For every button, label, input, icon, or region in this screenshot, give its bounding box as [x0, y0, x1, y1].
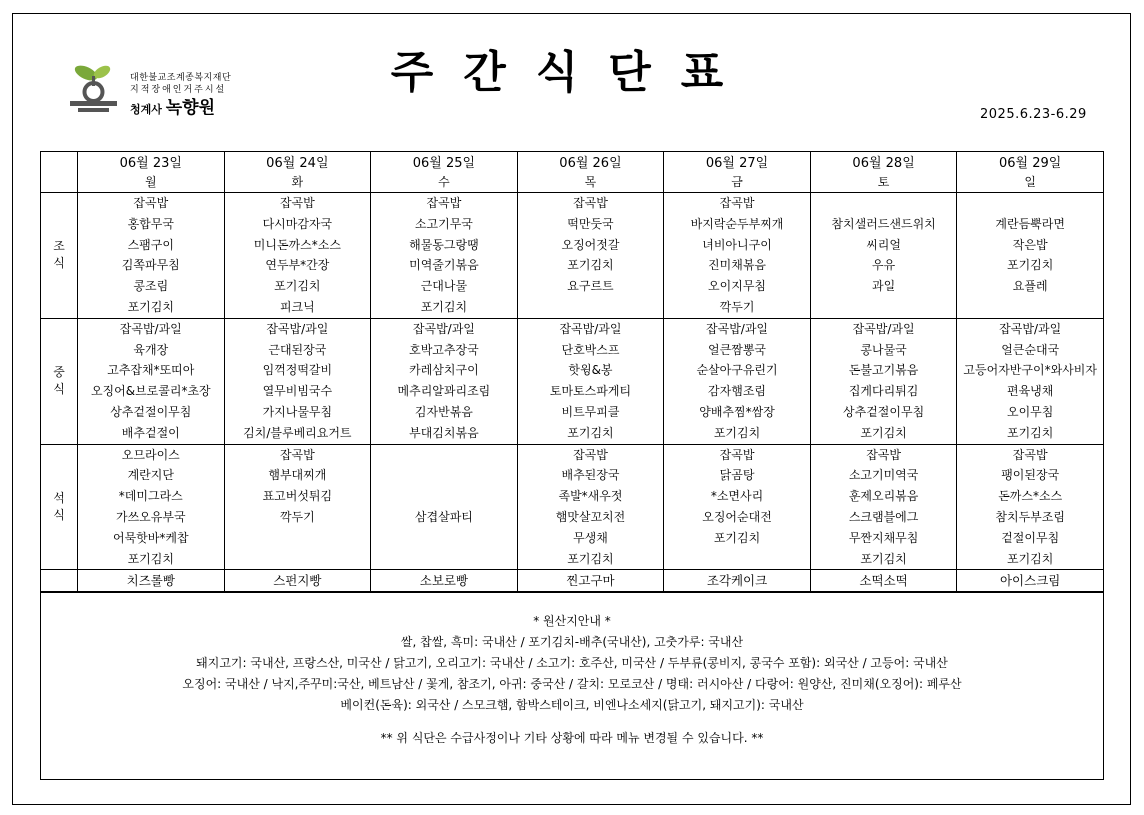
menu-item: 편육냉채	[1007, 384, 1054, 399]
menu-item: 상추겉절이무침	[110, 404, 192, 419]
menu-item: 피크닉	[279, 299, 315, 314]
menu-item: 잡곡밥	[1012, 447, 1048, 462]
menu-cell	[957, 318, 1104, 444]
menu-item	[957, 193, 1103, 214]
menu-item: 집게다리튀김	[848, 384, 919, 399]
notice-line: 쌀, 찹쌀, 흑미: 국내산 / 포기김치-배추(국내산), 고춧가루: 국내산	[400, 635, 744, 649]
menu-item: *소면사리	[710, 489, 764, 504]
snack-item: 소떡소떡	[810, 570, 957, 592]
day-header	[78, 152, 225, 193]
menu-item: 육개장	[133, 342, 169, 357]
meal-label: 조 식	[41, 193, 78, 319]
menu-item	[371, 486, 517, 507]
menu-cell	[371, 318, 518, 444]
day-header	[371, 152, 518, 193]
menu-item: 잡곡밥/과일	[119, 321, 182, 336]
menu-item: 돈까스*소스	[998, 489, 1063, 504]
day-weekday: 월	[144, 175, 157, 189]
menu-item: 잡곡밥	[573, 447, 608, 462]
day-weekday: 금	[731, 175, 743, 189]
menu-cell	[664, 318, 811, 444]
menu-item: 과일	[872, 279, 896, 294]
day-date: 06월 26일	[559, 156, 622, 171]
day-weekday: 토	[877, 175, 890, 189]
menu-item: 참치샐러드샌드위치	[831, 216, 936, 231]
menu-item: 김자반볶음	[414, 404, 473, 419]
menu-item: 김쪽파무침	[121, 258, 180, 273]
menu-item: 떡만둣국	[567, 216, 614, 231]
menu-item: 돈불고기볶음	[848, 363, 919, 378]
menu-item	[371, 465, 517, 486]
menu-item: 잡곡밥/과일	[559, 321, 622, 336]
menu-cell	[224, 193, 371, 319]
menu-item: 순살아구유린기	[696, 363, 778, 378]
day-header	[810, 152, 957, 193]
menu-item: 무생채	[573, 530, 608, 545]
menu-item: 연두부*간장	[265, 258, 330, 273]
menu-item: 배추겉절이	[121, 425, 180, 440]
menu-item: 감자햄조림	[708, 384, 767, 399]
menu-cell	[810, 318, 957, 444]
corner-cell	[41, 152, 78, 193]
menu-item: 삼겹살파티	[414, 509, 473, 524]
menu-item: 가지나물무침	[262, 404, 333, 419]
menu-item	[225, 549, 371, 570]
menu-item: 햄맛살꼬치전	[555, 509, 626, 524]
header-row	[41, 152, 1104, 193]
menu-item: 비트무피클	[561, 404, 620, 419]
meal-row	[41, 193, 1104, 319]
menu-item: 바지락순두부찌개	[690, 216, 784, 231]
snack-item: 아이스크림	[957, 570, 1104, 592]
notice-line: 오징어: 국내산 / 낙지,주꾸미:국산, 베트남산 / 꽃게, 참조기, 아귀: 중국산 / 갈치: 모로코산 / 명태: 러시아산 / 다랑어: 원양산, 진미채(오징어): 페루산	[182, 677, 962, 691]
menu-item: 잡곡밥/과일	[852, 321, 915, 336]
date-range: 2025.6.23-6.29	[980, 107, 1087, 122]
menu-item: 포기김치	[274, 279, 321, 294]
menu-item: 작은밥	[1012, 237, 1048, 252]
menu-item: 열무비빔국수	[262, 384, 333, 399]
menu-item: 고추잡채*또띠아	[107, 363, 195, 378]
menu-item: 오징어젓갈	[561, 237, 620, 252]
day-date: 06월 25일	[412, 156, 476, 171]
menu-cell	[517, 444, 664, 570]
menu-item: 단호박스프	[561, 342, 620, 357]
day-weekday: 수	[438, 175, 450, 189]
menu-item: 홍합무국	[127, 216, 174, 231]
menu-item	[371, 549, 517, 570]
menu-item: 포기김치	[860, 425, 907, 440]
snack-item: 소보로빵	[371, 570, 518, 592]
menu-item: 잡곡밥/과일	[706, 321, 769, 336]
day-header	[957, 152, 1104, 193]
menu-item: 오이무침	[1007, 404, 1054, 419]
menu-item: 무짠지채무침	[848, 530, 919, 545]
menu-item: 포기김치	[1007, 258, 1054, 273]
day-header	[664, 152, 811, 193]
menu-item: 닭곰탕	[719, 468, 755, 483]
page-title: 주간식단표	[390, 47, 754, 98]
menu-item: 깍두기	[279, 509, 315, 524]
menu-item: 잡곡밥	[426, 196, 462, 210]
notice-heading: * 원산지안내 *	[533, 614, 611, 628]
menu-item: 얼큰순대국	[1001, 342, 1060, 357]
snack-label-cell	[41, 570, 78, 592]
menu-cell	[957, 444, 1104, 570]
snack-item: 스펀지빵	[224, 570, 371, 592]
menu-item: 포기김치	[1007, 425, 1054, 440]
menu-item: 카레삼치구이	[409, 363, 479, 378]
menu-item: 포기김치	[860, 551, 907, 566]
menu-item: 임꺽정떡갈비	[262, 363, 333, 378]
snack-row	[41, 570, 1104, 592]
snack-item: 찐고구마	[517, 570, 664, 592]
menu-item: 계란지단	[127, 468, 174, 483]
menu-item: 잡곡밥	[719, 447, 755, 462]
menu-item: 참치두부조림	[995, 509, 1065, 524]
snack-item: 치즈롤빵	[78, 570, 225, 592]
day-weekday: 목	[584, 175, 597, 189]
menu-item: 표고버섯튀김	[262, 489, 333, 504]
day-weekday: 화	[291, 175, 304, 189]
menu-item: 상추겉절이무침	[843, 404, 925, 419]
meal-row	[41, 318, 1104, 444]
menu-item: 팽이된장국	[1001, 468, 1060, 483]
menu-cell	[810, 444, 957, 570]
menu-item: 양배추찜*쌈장	[699, 404, 775, 419]
menu-item: 포기김치	[1007, 551, 1054, 566]
menu-item	[225, 528, 371, 549]
menu-item: 훈제오리볶음	[848, 489, 919, 504]
menu-item: 포기김치	[567, 425, 614, 440]
origin-notice	[40, 592, 1104, 780]
menu-item: 잡곡밥/과일	[412, 321, 475, 336]
menu-item: 녀비아니구이	[702, 237, 772, 252]
menu-item: 오징어순대전	[702, 509, 772, 524]
day-date: 06월 23일	[119, 156, 182, 171]
menu-item: 포기김치	[127, 299, 174, 314]
menu-item: 겉절이무침	[1001, 530, 1060, 545]
meal-label: 중 식	[41, 318, 78, 444]
menu-cell	[224, 318, 371, 444]
snack-item: 조각케이크	[664, 570, 811, 592]
menu-item: 메추리알꽈리조림	[397, 384, 491, 399]
menu-item	[371, 445, 517, 466]
menu-item	[518, 297, 664, 318]
meal-row	[41, 444, 1104, 570]
menu-item	[371, 528, 517, 549]
menu-item: 소고기미역국	[848, 468, 919, 483]
menu-item: 계란듬뿍라면	[995, 216, 1065, 231]
menu-item: 잡곡밥	[279, 447, 315, 462]
notice-line: 베이컨(돈육): 외국산 / 스모크햄, 함박스테이크, 비엔나소세지(닭고기, 돼지고기): 국내산	[340, 698, 804, 712]
menu-table	[40, 151, 1104, 592]
menu-item: 호박고추장국	[409, 342, 479, 357]
menu-item: 토마토스파게티	[549, 384, 632, 399]
menu-cell	[371, 193, 518, 319]
day-weekday: 일	[1024, 175, 1036, 189]
menu-item: 포기김치	[713, 530, 761, 545]
menu-item: 잡곡밥/과일	[999, 321, 1062, 336]
menu-item: 잡곡밥	[719, 196, 755, 210]
day-date: 06월 28일	[852, 156, 915, 171]
menu-item: 얼큰짬뽕국	[708, 342, 767, 357]
menu-item: 햄부대찌개	[268, 468, 327, 483]
menu-item: *데미그라스	[118, 489, 183, 504]
menu-item	[957, 297, 1103, 318]
menu-cell	[957, 193, 1104, 319]
menu-item: 잡곡밥/과일	[266, 321, 329, 336]
day-date: 06월 29일	[999, 156, 1062, 171]
menu-cell	[78, 318, 225, 444]
menu-item: 잡곡밥	[866, 447, 901, 462]
menu-item: 고등어자반구이*와사비자	[963, 363, 1097, 378]
menu-cell	[664, 444, 811, 570]
menu-item	[811, 193, 957, 214]
menu-item: 진미채볶음	[708, 258, 767, 273]
menu-item: 배추된장국	[561, 468, 620, 483]
menu-cell	[78, 444, 225, 570]
menu-item: 포기김치	[420, 299, 468, 314]
day-date: 06월 24일	[266, 156, 329, 171]
menu-item: 오므라이스	[121, 447, 180, 462]
menu-item: 어묵핫바*케찹	[113, 530, 189, 545]
menu-item: 우유	[872, 258, 896, 273]
menu-item: 해물동그랑땡	[409, 237, 479, 252]
menu-item: 족발*새우젓	[558, 489, 623, 504]
org-foundation: 대한불교조계종복지재단	[130, 73, 232, 83]
menu-cell	[78, 193, 225, 319]
menu-item: 잡곡밥	[279, 196, 315, 210]
notice-line: 돼지고기: 국내산, 프랑스산, 미국산 / 닭고기, 오리고기: 국내산 / 소고기: 호주산, 미국산 / 두부류(콩비지, 콩국수 포함): 외국산 / 고등어: 국내산	[196, 656, 948, 670]
menu-item: 미니돈까스*소스	[253, 237, 341, 252]
menu-item	[664, 549, 810, 570]
menu-item: 다시마감자국	[262, 216, 333, 231]
menu-item: 포기김치	[567, 551, 614, 566]
menu-item: 요플레	[1012, 279, 1048, 294]
org-facility-type: 지적장애인거주시설	[130, 85, 227, 95]
menu-item	[811, 297, 957, 318]
menu-cell	[517, 193, 664, 319]
menu-item: 김치/블루베리요거트	[243, 425, 352, 440]
menu-item: 스팸구이	[127, 237, 174, 252]
menu-item: 근대된장국	[268, 342, 327, 357]
menu-item: 콩조림	[133, 279, 169, 294]
meal-label: 석 식	[41, 444, 78, 570]
org-name-prefix: 청계사	[130, 103, 162, 116]
menu-cell	[810, 193, 957, 319]
menu-item: 오징어&브로콜리*초장	[90, 384, 211, 399]
day-header	[224, 152, 371, 193]
menu-item: 가쓰오유부국	[116, 509, 186, 524]
menu-cell	[517, 318, 664, 444]
menu-item: 깍두기	[719, 299, 755, 314]
org-name-main: 녹향원	[165, 98, 216, 118]
menu-item: 콩나물국	[860, 342, 907, 357]
menu-item: 오이지무침	[708, 279, 767, 294]
menu-item: 씨리얼	[866, 237, 901, 252]
menu-cell	[224, 444, 371, 570]
menu-item: 미역줄기볶음	[409, 258, 479, 273]
menu-cell	[664, 193, 811, 319]
menu-item: 잡곡밥	[133, 196, 169, 210]
menu-item: 잡곡밥	[573, 196, 608, 210]
notice-footer: ** 위 식단은 수급사정이나 기타 상황에 따라 메뉴 변경될 수 있습니다. **	[380, 731, 764, 745]
menu-item: 포기김치	[127, 551, 174, 566]
menu-cell	[371, 444, 518, 570]
menu-item: 근대나물	[420, 279, 468, 294]
menu-item: 스크램블에그	[848, 509, 919, 524]
menu-item: 핫윙&봉	[568, 363, 613, 378]
menu-item: 포기김치	[567, 258, 614, 273]
menu-item: 부대김치볶음	[409, 425, 479, 440]
menu-item: 소고기무국	[414, 216, 473, 231]
menu-item: 포기김치	[713, 425, 761, 440]
day-header	[517, 152, 664, 193]
menu-item: 요구르트	[567, 279, 614, 294]
day-date: 06월 27일	[705, 156, 769, 171]
